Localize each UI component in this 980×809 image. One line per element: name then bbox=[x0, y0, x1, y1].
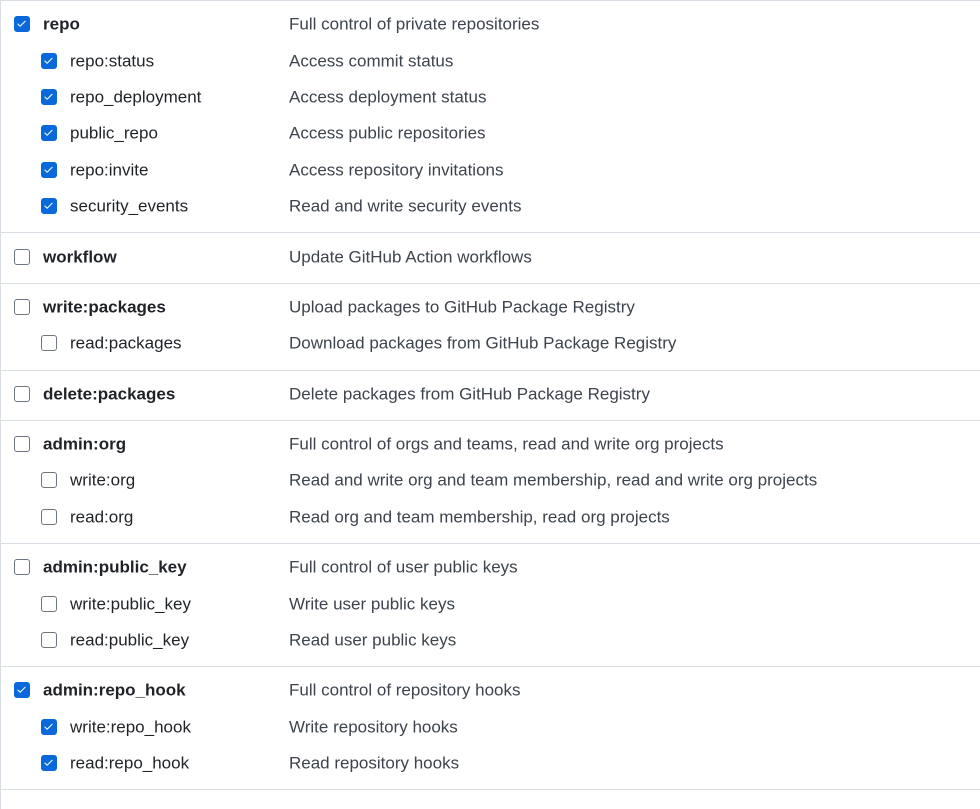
scope-row-security-events bbox=[1, 189, 980, 225]
scope-name[interactable]: security_events bbox=[70, 196, 189, 216]
scope-checkbox-admin-repo-hook[interactable] bbox=[14, 682, 30, 698]
scope-checkbox-admin-org[interactable] bbox=[14, 436, 30, 452]
scope-checkbox-workflow[interactable] bbox=[14, 249, 30, 265]
scope-row-repo bbox=[1, 7, 980, 43]
scope-description: Download packages from GitHub Package Registry bbox=[289, 333, 677, 353]
scope-description: Access repository invitations bbox=[289, 160, 504, 180]
scope-checkbox-repo[interactable] bbox=[14, 16, 30, 32]
scope-description: Full control of repository hooks bbox=[289, 681, 521, 701]
scope-name[interactable]: admin:repo_hook bbox=[43, 681, 186, 701]
scope-checkbox-write-public-key[interactable] bbox=[41, 596, 57, 612]
scope-row-delete-packages bbox=[1, 377, 980, 413]
scope-checkbox-security-events[interactable] bbox=[41, 198, 57, 214]
scope-checkbox-public-repo[interactable] bbox=[41, 125, 57, 141]
scope-row-read-org bbox=[1, 500, 980, 536]
scope-name[interactable]: read:public_key bbox=[70, 630, 190, 650]
scope-description: Read repository hooks bbox=[289, 753, 460, 773]
scope-description: Read org and team membership, read org projects bbox=[289, 507, 670, 527]
scope-checkbox-delete-packages[interactable] bbox=[14, 386, 30, 402]
scope-name[interactable]: write:org bbox=[70, 471, 136, 491]
scope-description: Full control of orgs and teams, read and write org projects bbox=[289, 434, 724, 454]
scope-row-admin-public-key bbox=[1, 550, 980, 586]
scope-name[interactable]: workflow bbox=[43, 247, 117, 267]
scope-description: Read user public keys bbox=[289, 630, 457, 650]
scope-checkbox-read-public-key[interactable] bbox=[41, 632, 57, 648]
scope-description: Full control of private repositories bbox=[289, 14, 540, 34]
scope-description: Write repository hooks bbox=[289, 717, 458, 737]
scope-name[interactable]: write:repo_hook bbox=[70, 717, 191, 737]
scope-row-write-public-key bbox=[1, 586, 980, 622]
scope-row-read-public-key bbox=[1, 623, 980, 659]
scope-checkbox-read-repo-hook[interactable] bbox=[41, 755, 57, 771]
scope-row-read-packages bbox=[1, 326, 980, 362]
scope-group-admin-repo-hook bbox=[1, 667, 980, 790]
scope-row-write-repo-hook bbox=[1, 710, 980, 746]
scope-group-repo bbox=[1, 1, 980, 233]
scope-row-repo-status bbox=[1, 43, 980, 79]
scope-description: Full control of user public keys bbox=[289, 557, 518, 577]
scope-checkbox-repo-invite[interactable] bbox=[41, 162, 57, 178]
scope-group-delete-packages bbox=[1, 371, 980, 421]
scope-checkbox-write-repo-hook[interactable] bbox=[41, 719, 57, 735]
scope-row-admin-repo-hook bbox=[1, 673, 980, 709]
scope-checkbox-repo-deployment[interactable] bbox=[41, 89, 57, 105]
scope-row-admin-org bbox=[1, 427, 980, 463]
scope-name[interactable]: write:public_key bbox=[70, 594, 191, 614]
scope-group-workflow bbox=[1, 233, 980, 283]
scope-row-repo-deployment bbox=[1, 80, 980, 116]
scope-description: Delete packages from GitHub Package Registry bbox=[289, 384, 650, 404]
scope-group-admin-org bbox=[1, 421, 980, 544]
scope-description: Access commit status bbox=[289, 51, 454, 71]
scope-row-write-packages bbox=[1, 290, 980, 326]
scope-checkbox-read-packages[interactable] bbox=[41, 335, 57, 351]
scope-description: Read and write security events bbox=[289, 196, 522, 216]
scope-row-public-repo bbox=[1, 116, 980, 152]
scope-name[interactable]: admin:public_key bbox=[43, 557, 187, 577]
scope-checkbox-admin-public-key[interactable] bbox=[14, 559, 30, 575]
scope-checkbox-write-org[interactable] bbox=[41, 472, 57, 488]
scope-name[interactable]: admin:org bbox=[43, 434, 127, 454]
scope-name[interactable]: read:repo_hook bbox=[70, 753, 190, 773]
scope-description: Access deployment status bbox=[289, 87, 487, 107]
scope-description: Upload packages to GitHub Package Registry bbox=[289, 297, 635, 317]
scope-name[interactable]: write:packages bbox=[43, 297, 166, 317]
scope-description: Update GitHub Action workflows bbox=[289, 247, 532, 267]
scope-description: Access public repositories bbox=[289, 123, 486, 143]
scope-name[interactable]: repo bbox=[43, 14, 80, 34]
scope-checkbox-write-packages[interactable] bbox=[14, 299, 30, 315]
scope-row-write-org bbox=[1, 463, 980, 499]
scope-checkbox-repo-status[interactable] bbox=[41, 53, 57, 69]
scope-name[interactable]: delete:packages bbox=[43, 384, 176, 404]
scope-row-read-repo-hook bbox=[1, 746, 980, 782]
scope-name[interactable]: read:packages bbox=[70, 333, 182, 353]
scope-row-repo-invite bbox=[1, 153, 980, 189]
scope-name[interactable]: repo_deployment bbox=[70, 87, 202, 107]
scope-group-admin-public-key bbox=[1, 544, 980, 667]
scope-description: Write user public keys bbox=[289, 594, 455, 614]
scope-name[interactable]: repo:invite bbox=[70, 160, 149, 180]
scope-row-workflow bbox=[1, 239, 980, 275]
scope-group-write-packages bbox=[1, 284, 980, 371]
scope-checkbox-read-org[interactable] bbox=[41, 509, 57, 525]
scope-name[interactable]: repo:status bbox=[70, 51, 155, 71]
scope-name[interactable]: read:org bbox=[70, 507, 134, 527]
scope-name[interactable]: public_repo bbox=[70, 123, 158, 143]
scope-description: Read and write org and team membership, read and write org projects bbox=[289, 471, 818, 491]
